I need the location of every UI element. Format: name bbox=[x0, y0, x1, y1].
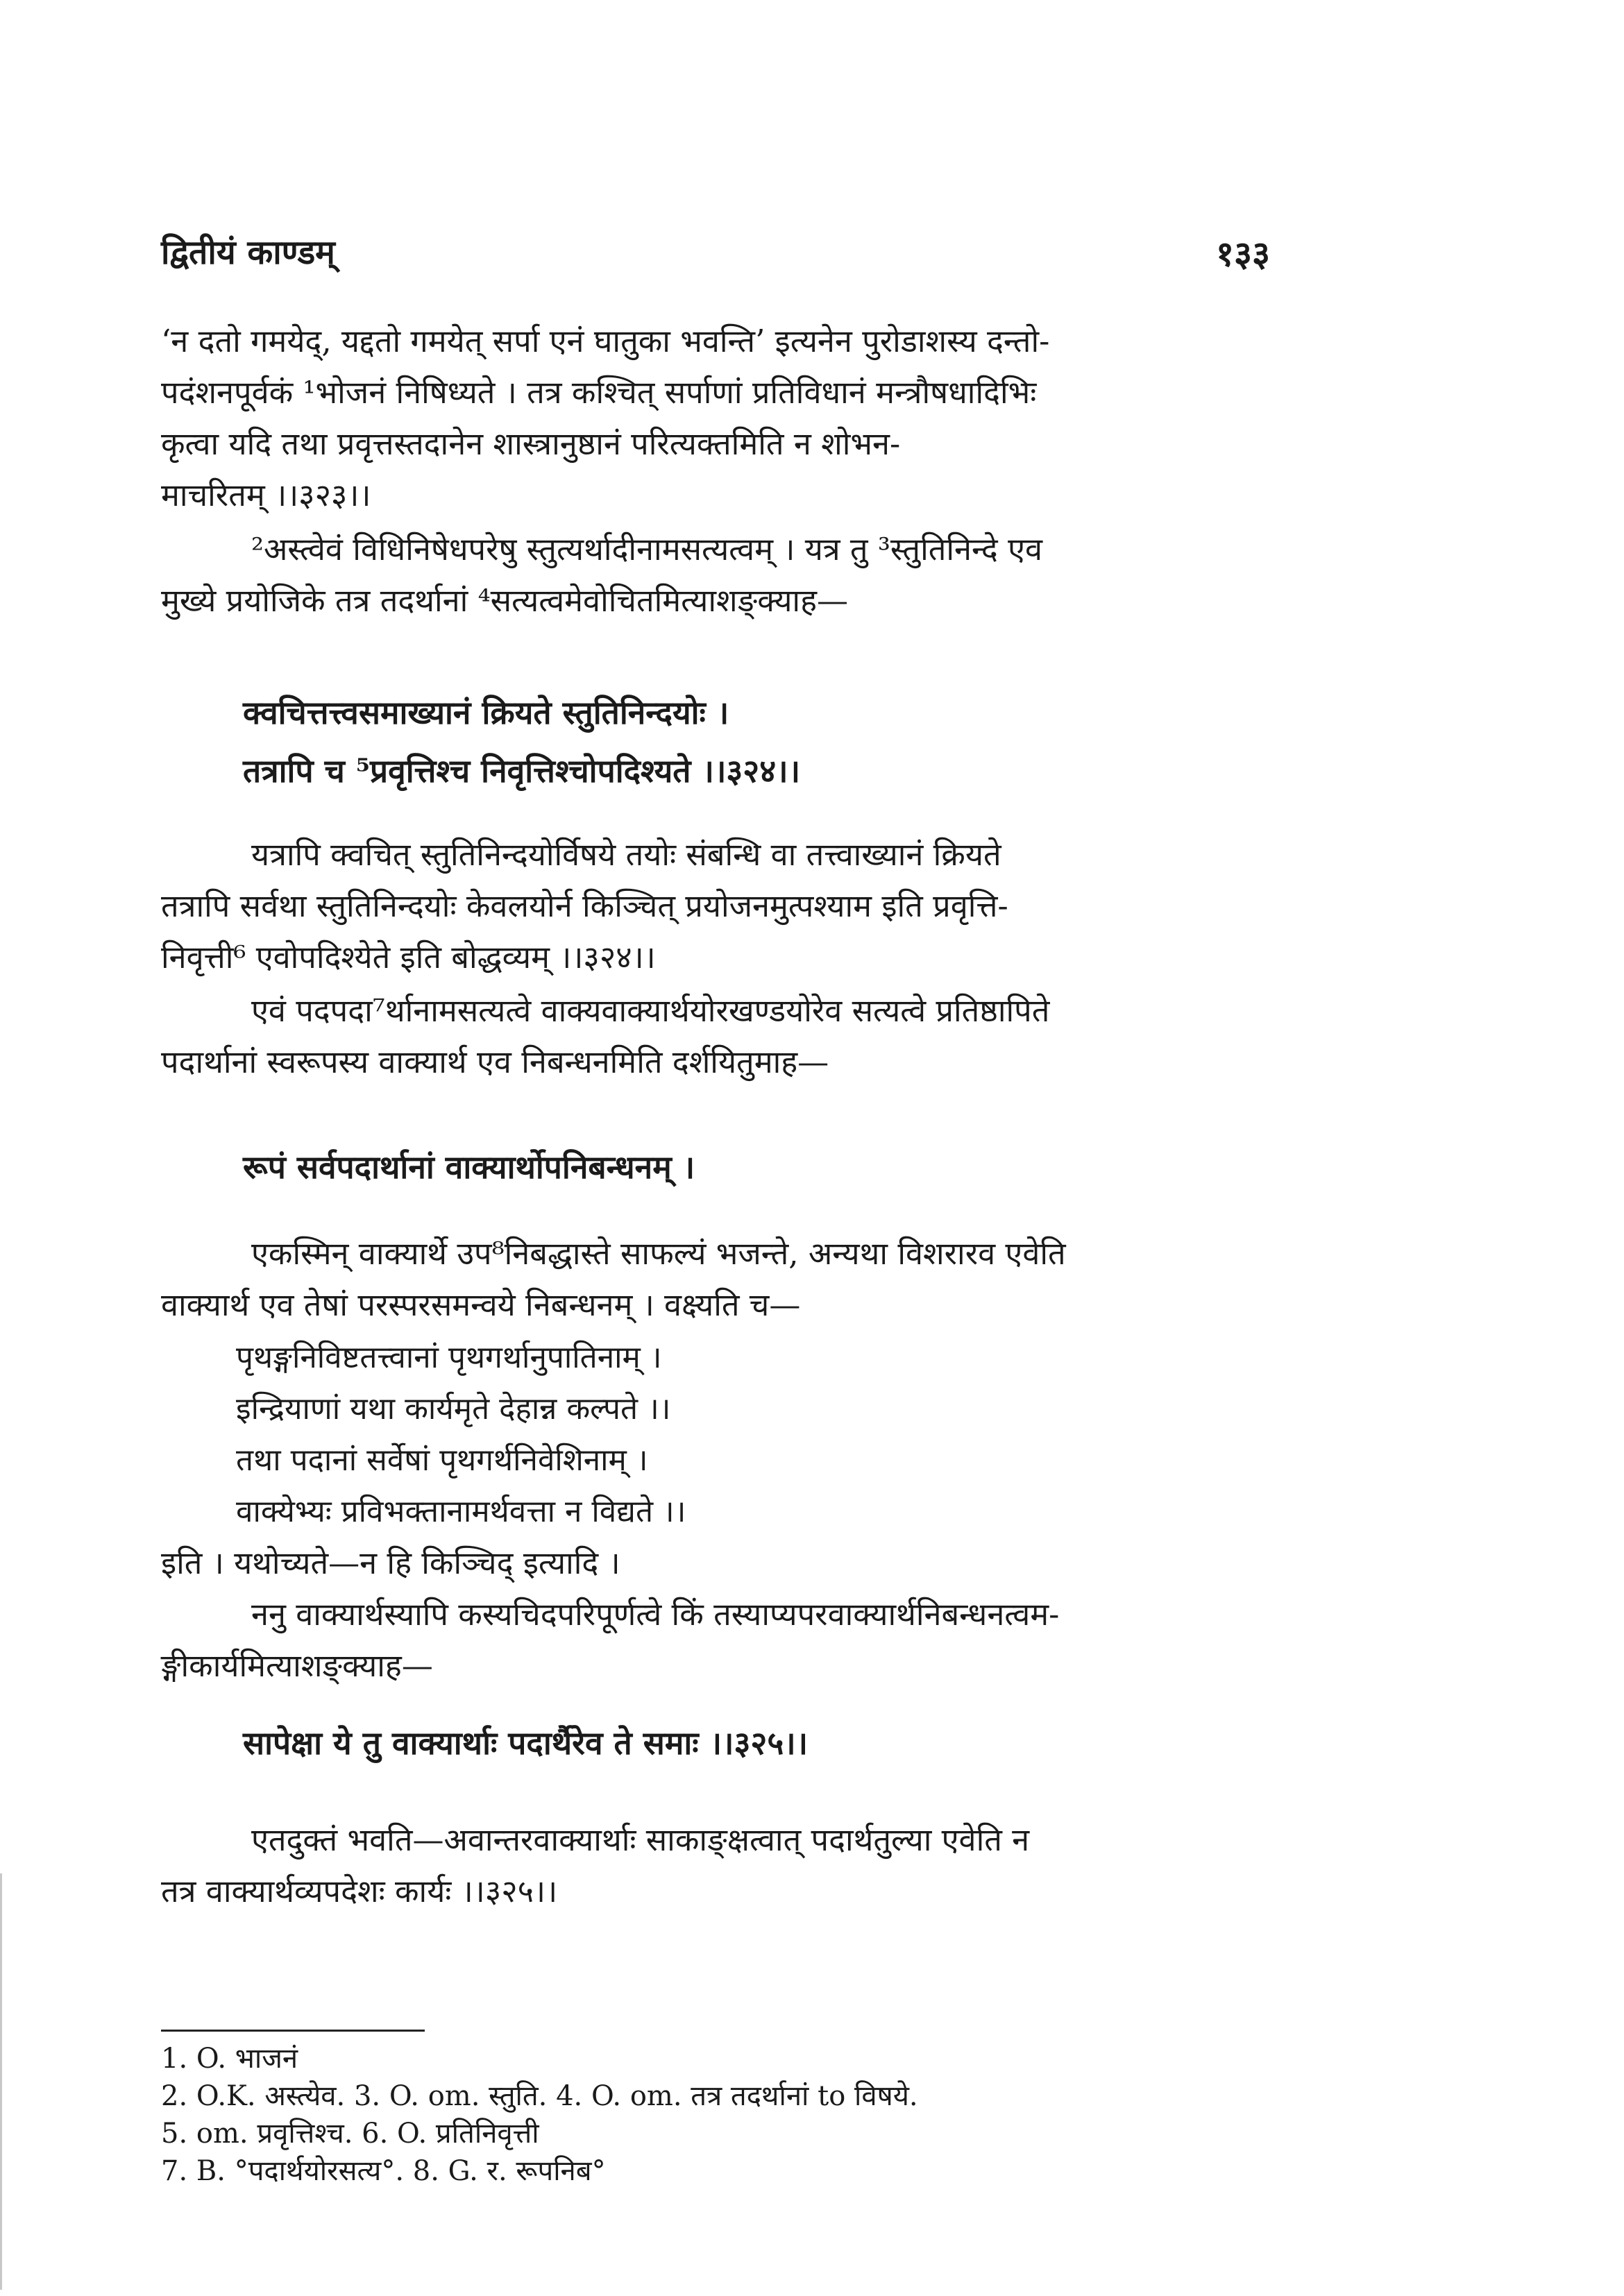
text-line: पदार्थानां स्वरूपस्य वाक्यार्थ एव निबन्धनमिति दर्शयितुमाह— bbox=[161, 1044, 829, 1080]
text-line: निवृत्ती⁶ एवोपदिश्येते इति बोद्धव्यम् ।।३२४।। bbox=[161, 939, 656, 976]
text-line: इति । यथोच्यते—न हि किञ्चिद् इत्यादि । bbox=[161, 1545, 620, 1581]
text-line: यत्रापि क्वचित् स्तुतिनिन्दयोर्विषये तयोः संबन्धि वा तत्त्वाख्यानं क्रियते bbox=[251, 836, 1001, 873]
introduction-paragraph-324 bbox=[161, 524, 1271, 627]
text-line: वाक्यार्थ एव तेषां परस्परसमन्वये निबन्धनम् । वक्ष्यति च— bbox=[161, 1286, 801, 1323]
verse-line: क्वचित्तत्त्वसमाख्यानं क्रियते स्तुतिनिन्दयोः । bbox=[243, 694, 729, 731]
text-line: पदंशनपूर्वकं ¹भोजनं निषिध्यते । तत्र कश्चित् सर्पाणां प्रतिविधानं मन्त्रौषधादिभिः bbox=[161, 374, 1037, 411]
footnote-line: 5. om. प्रवृत्तिश्च. 6. O. प्रतिनिवृत्ती bbox=[161, 2118, 539, 2150]
text-line: एतदुक्तं भवति—अवान्तरवाक्यार्थाः साकाङ्क्षत्वात् पदार्थतुल्या एवेति न bbox=[251, 1821, 1030, 1858]
commentary-paragraph-325b bbox=[161, 1538, 1271, 1692]
verse-line: तत्रापि च ⁵प्रवृत्तिश्च निवृत्तिश्चोपदिश्यते ।।३२४।। bbox=[243, 752, 801, 790]
footnote-line: 2. O.K. अस्त्येव. 3. O. om. स्तुति. 4. O. om. तत्र तदर्थानां to विषये. bbox=[161, 2080, 918, 2112]
verse-324 bbox=[243, 683, 800, 800]
commentary-paragraph-325a bbox=[161, 1228, 1271, 1331]
verse-line: रूपं सर्वपदार्थानां वाक्यार्थोपनिबन्धनम् । bbox=[243, 1148, 695, 1186]
text-line: एकस्मिन् वाक्यार्थे उप⁸निबद्धास्ते साफल्यं भजन्ते, अन्यथा विशरारव एवेति bbox=[251, 1235, 1066, 1272]
scan-edge-shadow bbox=[0, 1873, 2, 2290]
quote-line: इन्द्रियाणां यथा कार्यमृते देहान्न कल्पते ।। bbox=[236, 1391, 671, 1427]
quote-line: वाक्येभ्यः प्रविभक्तानामर्थवत्ता न विद्यते ।। bbox=[236, 1494, 686, 1529]
text-line: तत्रापि सर्वथा स्तुतिनिन्दयोः केवलयोर्न किञ्चित् प्रयोजनमुत्पश्याम इति प्रवृत्ति- bbox=[161, 887, 1008, 924]
commentary-paragraph-325c bbox=[161, 1814, 1271, 1917]
text-line: तत्र वाक्यार्थव्यपदेशः कार्यः ।।३२५।। bbox=[161, 1873, 558, 1910]
page-number: १३३ bbox=[1216, 233, 1270, 274]
text-line: माचरितम् ।।३२३।। bbox=[161, 477, 371, 513]
running-header-title: द्वितीयं काण्डम् bbox=[161, 233, 335, 272]
quote-line: तथा पदानां सर्वेषां पृथगर्थनिवेशिनाम् । bbox=[236, 1443, 648, 1478]
introduction-paragraph-325 bbox=[161, 985, 1271, 1088]
quoted-verses bbox=[236, 1332, 686, 1538]
commentary-paragraph-324 bbox=[161, 829, 1271, 983]
text-line: एवं पदपदा⁷र्थानामसत्यत्वे वाक्यवाक्यार्थयोरखण्डयोरेव सत्यत्वे प्रतिष्ठापिते bbox=[251, 992, 1050, 1029]
text-line: कृत्वा यदि तथा प्रवृत्तस्तदानेन शास्त्रानुष्ठानं परित्यक्तमिति न शोभन- bbox=[161, 425, 901, 462]
quote-line: पृथङ्गनिविष्टतत्त्वानां पृथगर्थानुपातिनाम् । bbox=[236, 1340, 662, 1375]
commentary-paragraph-323 bbox=[161, 316, 1271, 521]
text-line: ‘न दतो गमयेद्, यद्दतो गमयेत् सर्पा एनं घातुका भवन्ति’ इत्यनेन पुरोडाशस्य दन्तो- bbox=[161, 323, 1050, 359]
text-line: मुख्ये प्रयोजिके तत्र तदर्थानां ⁴सत्यत्वमेवोचितमित्याशङ्क्याह— bbox=[161, 582, 848, 619]
verse-325-first-half bbox=[243, 1138, 695, 1196]
text-line: ननु वाक्यार्थस्यापि कस्यचिदपरिपूर्णत्वे किं तस्याप्यपरवाक्यार्थनिबन्धनत्वम- bbox=[251, 1596, 1060, 1633]
footnote-divider bbox=[161, 2030, 425, 2032]
footnotes bbox=[161, 2040, 918, 2190]
verse-line: सापेक्षा ये तु वाक्यार्थाः पदार्थैरेव ते समाः ।।३२५।। bbox=[243, 1724, 809, 1762]
footnote-line: 7. B. °पदार्थयोरसत्य°. 8. G. र. रूपनिब° bbox=[161, 2155, 606, 2187]
text-line: ²अस्त्वेवं विधिनिषेधपरेषु स्तुत्यर्थादीनामसत्यत्वम् । यत्र तु ³स्तुतिनिन्दे एव bbox=[251, 531, 1043, 568]
verse-325-second-half bbox=[243, 1714, 808, 1772]
text-line: ङ्गीकार्यमित्याशङ्क्याह— bbox=[161, 1647, 433, 1684]
footnote-line: 1. O. भाजनं bbox=[161, 2043, 298, 2075]
